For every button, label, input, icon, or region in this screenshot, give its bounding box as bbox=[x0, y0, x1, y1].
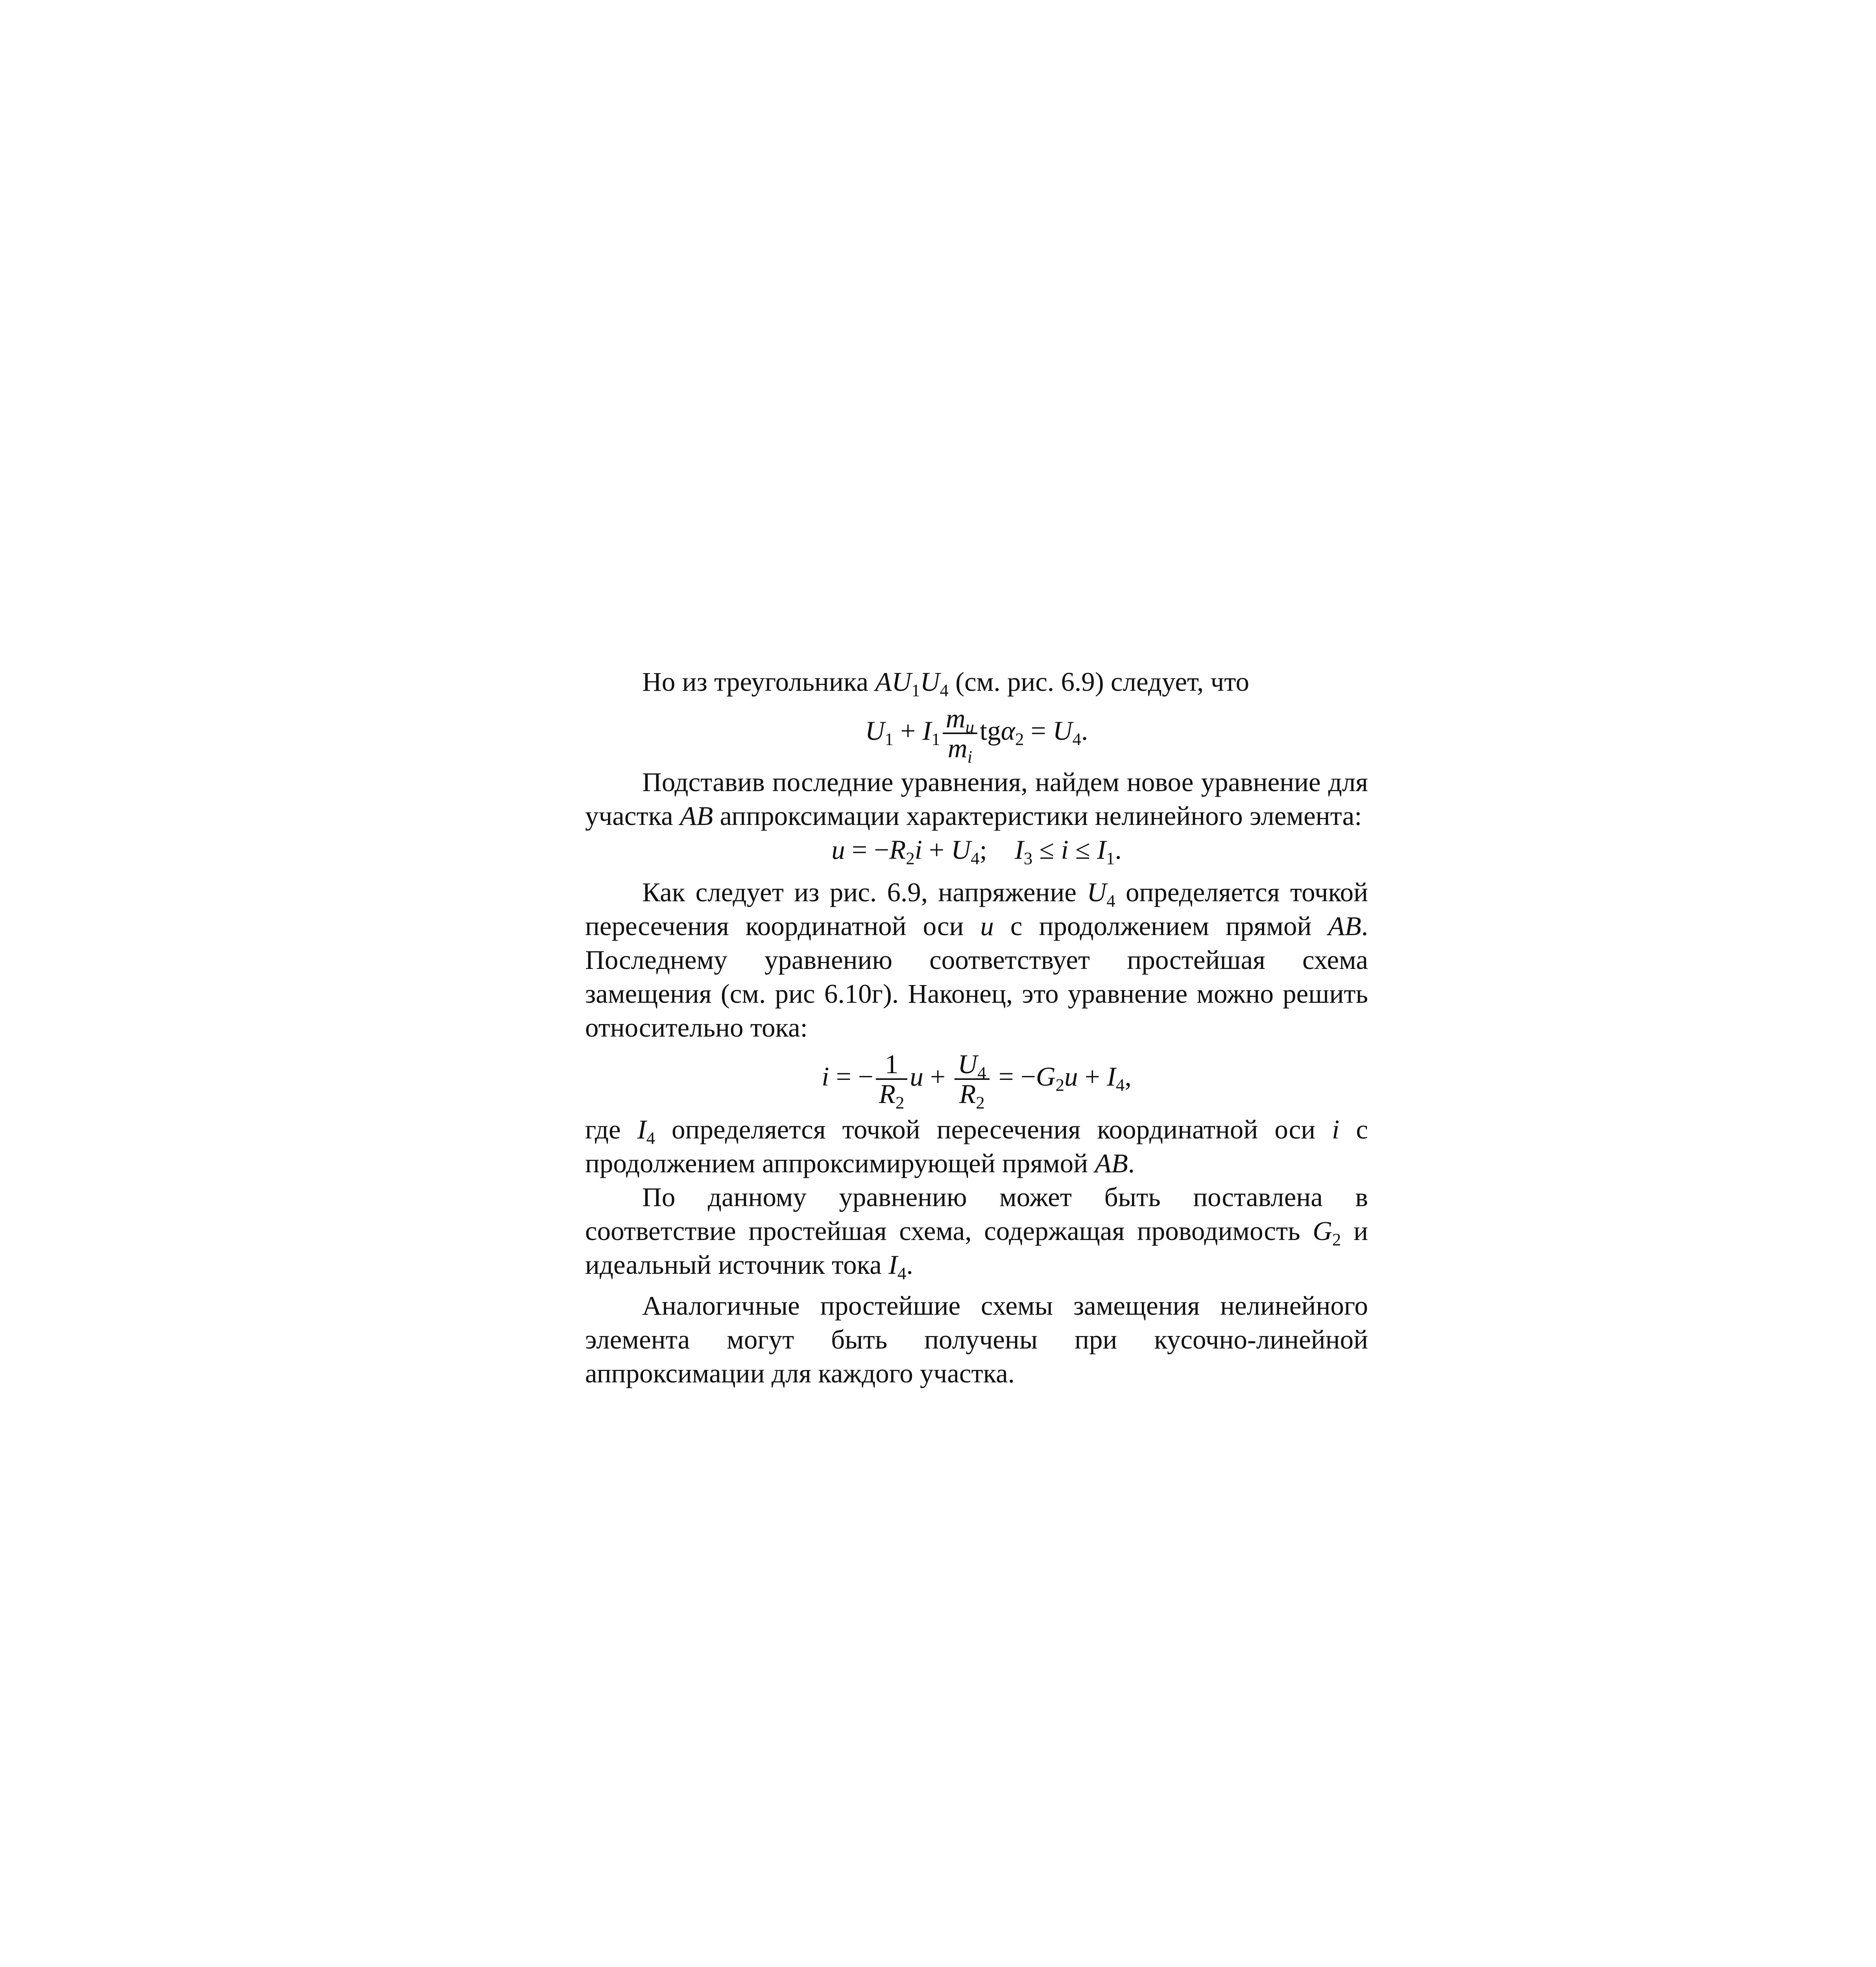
f1-u-sub: 1 bbox=[884, 729, 894, 749]
f1-alpha-sub: 2 bbox=[1015, 729, 1024, 749]
text-block bbox=[585, 665, 1368, 1390]
p5-g: G bbox=[1313, 1216, 1333, 1246]
f2-semicolon: ; bbox=[979, 834, 987, 865]
paragraph-5 bbox=[585, 1180, 1368, 1282]
f2-i1-sub: 1 bbox=[1106, 848, 1115, 868]
p3-text-1: Как следует из рис. 6.9, напряжение bbox=[642, 877, 1087, 907]
p5-i-sub: 4 bbox=[897, 1263, 907, 1283]
p1-prefix: Но из треугольника bbox=[642, 667, 875, 697]
p5-g-sub: 2 bbox=[1332, 1229, 1341, 1249]
f3-eq-2: = − bbox=[992, 1061, 1036, 1092]
p3-u: U bbox=[1087, 877, 1107, 907]
p3-text-3: с продолжением прямой bbox=[993, 911, 1328, 941]
f3-end: , bbox=[1124, 1061, 1132, 1092]
f3-num-1: 1 bbox=[876, 1050, 908, 1080]
f3-i4: I bbox=[1107, 1061, 1116, 1092]
f1-numerator bbox=[943, 703, 977, 737]
p5-text-3: . bbox=[906, 1249, 913, 1280]
p3-text-2: определяется точкой пересечения координатной оси bbox=[585, 877, 1368, 941]
f1-u4: U bbox=[1052, 716, 1073, 746]
f1-eq: = bbox=[1024, 716, 1053, 746]
f3-u: u bbox=[910, 1061, 923, 1092]
f3-plus-2: + bbox=[1078, 1061, 1107, 1092]
f3-den-1-r: R bbox=[879, 1079, 896, 1109]
f2-le-2: ≤ bbox=[1068, 834, 1097, 865]
f3-g: G bbox=[1036, 1061, 1056, 1092]
f2-lhs: u bbox=[831, 834, 845, 865]
p4-i: I bbox=[637, 1114, 646, 1144]
f2-end: . bbox=[1115, 834, 1122, 865]
p2-ab: AB bbox=[679, 801, 713, 831]
p4-i-sub: 4 bbox=[646, 1128, 655, 1148]
f3-g-sub: 2 bbox=[1055, 1075, 1065, 1095]
f1-den: m bbox=[947, 733, 968, 764]
p5-i: I bbox=[888, 1249, 898, 1280]
p4-text-1: где bbox=[585, 1114, 637, 1144]
f3-i4-sub: 4 bbox=[1116, 1075, 1125, 1095]
f3-eq: = − bbox=[829, 1061, 873, 1092]
f1-den-sub: i bbox=[967, 747, 973, 767]
p2-text-1: Подставив последние уравнения, найдем новое уравнение для участка bbox=[585, 767, 1368, 831]
f1-denominator bbox=[943, 733, 977, 767]
p1-suffix: (см. рис. 6.9) следует, что bbox=[948, 667, 1249, 697]
f1-fraction bbox=[943, 703, 977, 767]
p1-var-u: U bbox=[892, 667, 912, 697]
f3-num-2-u: U bbox=[958, 1049, 978, 1079]
f3-den-1-sub: 2 bbox=[895, 1092, 905, 1113]
paragraph-2 bbox=[585, 765, 1368, 833]
f3-plus: + bbox=[923, 1061, 953, 1092]
p3-ab: AB bbox=[1328, 911, 1361, 941]
f3-den-2-sub: 2 bbox=[976, 1092, 985, 1113]
f3-den-2-r: R bbox=[959, 1079, 976, 1109]
f1-alpha: α bbox=[1001, 716, 1015, 746]
f3-fraction-2 bbox=[955, 1049, 989, 1113]
formula-2 bbox=[585, 833, 1368, 867]
p1-sub-1: 1 bbox=[911, 680, 920, 700]
f3-den-2 bbox=[955, 1079, 989, 1113]
f3-fraction-1 bbox=[876, 1049, 908, 1113]
paragraph-4 bbox=[585, 1113, 1368, 1180]
p6-text-1: Аналогичные простейшие схемы замещения нелинейного элемента могут быть получены при кусочно-линейной аппроксимации для каждого участка. bbox=[585, 1290, 1368, 1388]
f2-r-sub: 2 bbox=[906, 848, 915, 868]
f2-i: i bbox=[914, 834, 922, 865]
paragraph-3 bbox=[585, 875, 1368, 1044]
p1-var-a: A bbox=[875, 667, 892, 697]
f2-r: R bbox=[889, 834, 906, 865]
p3-text-4: . Последнему уравнению соответствует простейшая схема замещения (см. рис 6.10г). Наконец, это уравнение можно решить относительно тока: bbox=[585, 911, 1368, 1043]
f3-num-2 bbox=[955, 1049, 989, 1083]
p5-text-1: По данному уравнению может быть поставлена в соответствие простейшая схема, содержащая проводимость bbox=[585, 1182, 1368, 1246]
f2-u: U bbox=[951, 834, 971, 865]
f3-i: i bbox=[822, 1061, 829, 1092]
p2-text-2: аппроксимации характеристики нелинейного элемента: bbox=[713, 801, 1362, 831]
p3-u-sub: 4 bbox=[1106, 891, 1115, 911]
f1-i-sub: 1 bbox=[931, 729, 940, 749]
f2-i3: I bbox=[1014, 834, 1024, 865]
p4-text-3: с продолжением аппроксимирующей прямой bbox=[585, 1114, 1368, 1178]
f2-iv: i bbox=[1061, 834, 1069, 865]
p4-iv: i bbox=[1332, 1114, 1340, 1144]
paragraph-6 bbox=[585, 1289, 1368, 1390]
f1-plus: + bbox=[893, 716, 923, 746]
f2-le-1: ≤ bbox=[1032, 834, 1061, 865]
f1-tg: tg bbox=[980, 716, 1001, 746]
p1-sub-4: 4 bbox=[940, 680, 949, 700]
p4-text-4: . bbox=[1128, 1148, 1135, 1178]
paragraph-1 bbox=[585, 665, 1368, 699]
f2-plus: + bbox=[922, 834, 951, 865]
f3-u2: u bbox=[1064, 1061, 1078, 1092]
f3-num-2-sub: 4 bbox=[977, 1063, 986, 1083]
f1-i: I bbox=[922, 716, 932, 746]
f1-num: m bbox=[945, 703, 966, 733]
f1-num-sub: u bbox=[965, 717, 975, 737]
p1-var-u2: U bbox=[920, 667, 940, 697]
p5-text-2: и идеальный источник тока bbox=[585, 1216, 1368, 1280]
f1-u4-sub: 4 bbox=[1072, 729, 1082, 749]
f2-i1: I bbox=[1097, 834, 1106, 865]
f3-den-1 bbox=[876, 1079, 908, 1113]
f2-i3-sub: 3 bbox=[1023, 848, 1033, 868]
p3-uv: u bbox=[980, 911, 994, 941]
f2-u-sub: 4 bbox=[971, 848, 980, 868]
f2-eq: = − bbox=[845, 834, 890, 865]
p4-text-2: определяется точкой пересечения координатной оси bbox=[655, 1114, 1332, 1144]
formula-1 bbox=[585, 703, 1368, 767]
formula-3 bbox=[585, 1049, 1368, 1113]
f1-u: U bbox=[865, 716, 885, 746]
p4-ab: AB bbox=[1095, 1148, 1128, 1178]
f1-end: . bbox=[1081, 716, 1088, 746]
